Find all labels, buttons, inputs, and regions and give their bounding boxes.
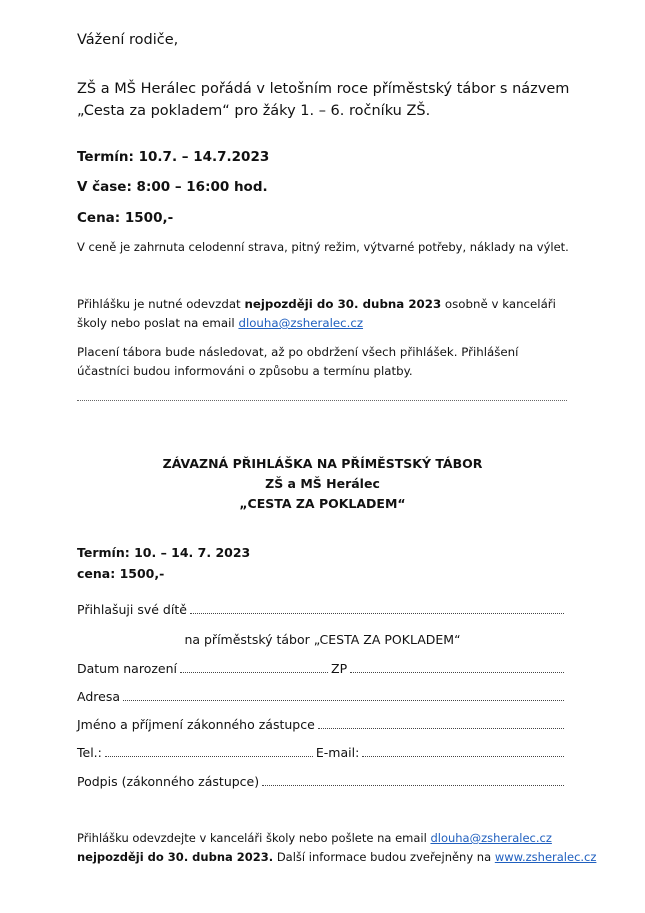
application-deadline-paragraph <box>77 295 556 333</box>
deadline-text-b: osobně v kanceláři <box>441 297 556 311</box>
footer-deadline: nejpozději do 30. dubna 2023. <box>77 850 274 864</box>
address-field[interactable] <box>77 689 567 704</box>
insurance-label: ZP <box>331 661 348 676</box>
cut-line-separator <box>77 400 567 401</box>
deadline-line-2 <box>77 314 556 333</box>
time-line: V čase: 8:00 – 16:00 hod. <box>77 179 268 195</box>
price-includes: V ceně je zahrnuta celodenní strava, pitný režim, výtvarné potřeby, náklady na výlet. <box>77 240 569 254</box>
guardian-blank[interactable] <box>318 728 564 729</box>
insurance-blank[interactable] <box>350 672 564 673</box>
footer-line-1 <box>77 829 596 848</box>
footer-line-2 <box>77 848 596 867</box>
contact-field[interactable] <box>77 745 567 760</box>
phone-label: Tel.: <box>77 745 102 760</box>
camp-line: na příměstský tábor „CESTA ZA POKLADEM“ <box>184 632 461 647</box>
footer-text-1: Přihlášku odevzdejte v kanceláři školy nebo pošlete na email <box>77 831 431 845</box>
payment-line-2: účastníci budou informováni o způsobu a termínu platby. <box>77 364 413 378</box>
form-title: ZÁVAZNÁ PŘIHLÁŠKA NA PŘÍMĚSTSKÝ TÁBOR <box>162 456 483 471</box>
child-name-field[interactable] <box>77 602 567 617</box>
deadline-date: nejpozději do 30. dubna 2023 <box>244 297 442 311</box>
deadline-line-1 <box>77 295 556 314</box>
child-name-label: Přihlašuji své dítě <box>77 602 187 617</box>
email-link[interactable]: dlouha@zsheralec.cz <box>238 316 364 330</box>
intro-paragraph <box>77 78 569 122</box>
signature-blank[interactable] <box>262 785 564 786</box>
footer-note <box>77 829 596 867</box>
deadline-text-c: školy nebo poslat na email <box>77 316 239 330</box>
form-school: ZŠ a MŠ Herálec <box>265 476 380 491</box>
guardian-field[interactable] <box>77 717 567 732</box>
price-line: Cena: 1500,- <box>77 210 174 226</box>
birth-date-blank[interactable] <box>180 672 328 673</box>
intro-line-2: „Cesta za pokladem“ pro žáky 1. – 6. ročníku ZŠ. <box>77 103 431 119</box>
footer-email-link[interactable]: dlouha@zsheralec.cz <box>430 831 552 845</box>
form-term: Termín: 10. – 14. 7. 2023 <box>77 545 251 560</box>
phone-blank[interactable] <box>105 756 313 757</box>
signature-label: Podpis (zákonného zástupce) <box>77 774 260 789</box>
email-field-label: E-mail: <box>315 745 360 760</box>
child-name-blank[interactable] <box>190 613 564 614</box>
greeting: Vážení rodiče, <box>77 32 179 48</box>
payment-line-1: Placení tábora bude následovat, až po obdržení všech přihlášek. Přihlášení <box>77 345 519 359</box>
deadline-text-a: Přihlášku je nutné odevzdat <box>77 297 245 311</box>
footer-text-2: Další informace budou zveřejněny na <box>273 850 495 864</box>
website-link[interactable]: www.zsheralec.cz <box>494 850 597 864</box>
intro-line-1: ZŠ a MŠ Herálec pořádá v letošním roce příměstský tábor s názvem <box>77 81 570 97</box>
birth-date-label: Datum narození <box>77 661 177 676</box>
signature-field[interactable] <box>77 774 567 789</box>
email-blank[interactable] <box>362 756 564 757</box>
form-camp-name: „CESTA ZA POKLADEM“ <box>239 496 406 511</box>
form-price: cena: 1500,- <box>77 566 165 581</box>
birth-date-field[interactable] <box>77 661 567 676</box>
term-line: Termín: 10.7. – 14.7.2023 <box>77 149 270 165</box>
payment-paragraph <box>77 343 518 381</box>
guardian-label: Jméno a příjmení zákonného zástupce <box>77 717 315 732</box>
address-label: Adresa <box>77 689 120 704</box>
address-blank[interactable] <box>123 700 564 701</box>
